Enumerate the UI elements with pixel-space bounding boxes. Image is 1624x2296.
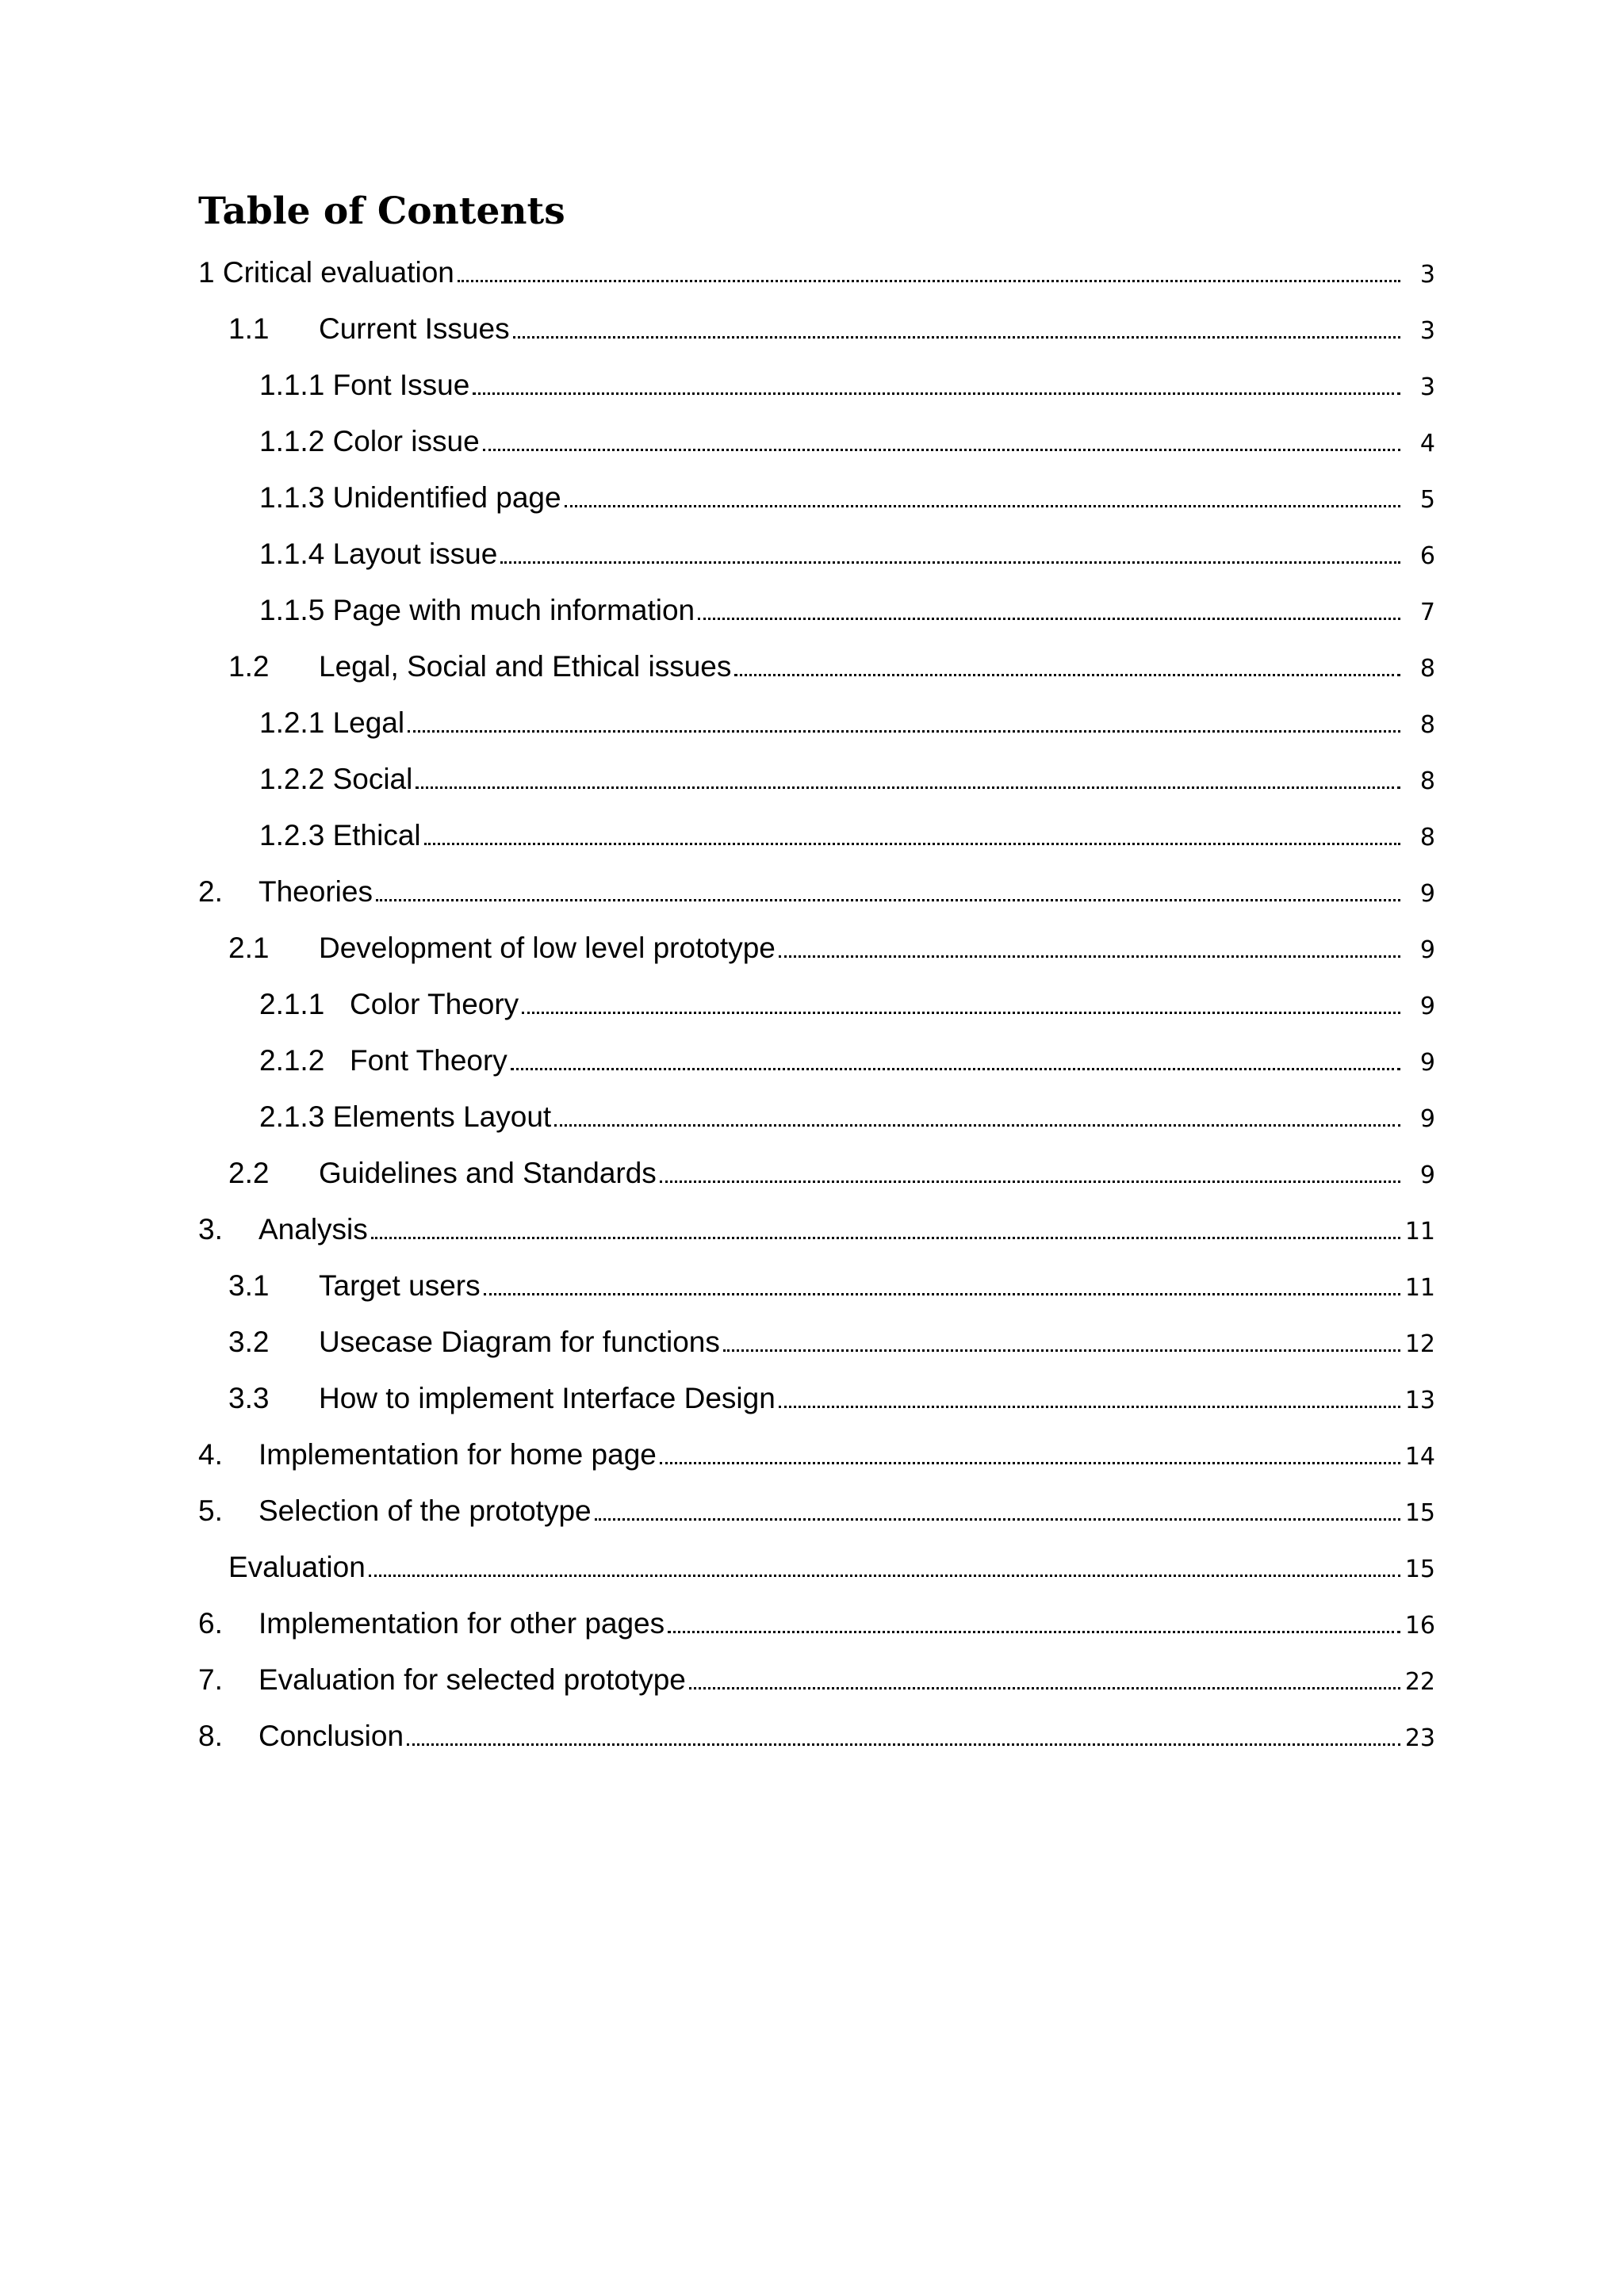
dot-leader xyxy=(408,730,1400,733)
toc-entry[interactable] xyxy=(259,408,1435,456)
dot-leader xyxy=(522,1012,1400,1014)
toc-entry-number: 7. xyxy=(198,1663,223,1696)
toc-entry[interactable] xyxy=(198,1647,1435,1694)
toc-entry-number: 2.1 xyxy=(228,932,270,964)
toc-page-number: 9 xyxy=(1419,1049,1435,1077)
toc-page-number: 22 xyxy=(1404,1668,1435,1696)
toc-page-number: 11 xyxy=(1404,1218,1435,1246)
toc-entry-label: 1.2.2 Social xyxy=(259,763,413,795)
toc-page-number: 7 xyxy=(1419,599,1435,626)
toc-entry-number: 2.2 xyxy=(228,1157,270,1189)
toc-page-number: 16 xyxy=(1404,1612,1435,1640)
dot-leader xyxy=(407,1743,1400,1746)
toc-entry-number: 2.1.1 xyxy=(259,988,325,1020)
dot-leader xyxy=(723,1349,1400,1352)
toc-entry-label: 2.1.3 Elements Layout xyxy=(259,1100,552,1133)
dot-leader xyxy=(458,280,1400,282)
dot-leader xyxy=(554,1124,1400,1127)
toc-page-number: 14 xyxy=(1404,1443,1435,1471)
toc-entry[interactable] xyxy=(259,1084,1435,1131)
toc-entry-label: Selection of the prototype xyxy=(259,1494,592,1527)
toc-entry[interactable] xyxy=(259,746,1435,794)
toc-page-number: 3 xyxy=(1419,373,1435,401)
toc-entry-number: 3.3 xyxy=(228,1382,270,1414)
dot-leader xyxy=(500,561,1400,564)
dot-leader xyxy=(779,955,1400,958)
dot-leader xyxy=(779,1406,1400,1408)
toc-page-number: 8 xyxy=(1419,767,1435,795)
toc-entry[interactable] xyxy=(198,1478,1435,1525)
toc-entry-label: 1.1.1 Font Issue xyxy=(259,369,470,401)
toc-entry[interactable] xyxy=(198,1422,1435,1469)
toc-page-number: 23 xyxy=(1404,1724,1435,1752)
toc-entry-label: Font Theory xyxy=(350,1044,508,1077)
toc-entry-label: Evaluation xyxy=(228,1551,366,1583)
toc-entry[interactable] xyxy=(228,1140,1435,1188)
toc-entry-label: 1.1.3 Unidentified page xyxy=(259,481,561,514)
dot-leader xyxy=(371,1237,1400,1239)
toc-page-number: 8 xyxy=(1419,824,1435,851)
toc-page-number: 9 xyxy=(1419,936,1435,964)
toc-entry-number: 2.1.2 xyxy=(259,1044,325,1077)
toc-entry[interactable] xyxy=(228,1365,1435,1413)
dot-leader xyxy=(660,1462,1400,1464)
toc-page-number: 3 xyxy=(1419,261,1435,289)
toc-page-number: 11 xyxy=(1404,1274,1435,1302)
toc-entry-label: 1.1.5 Page with much information xyxy=(259,594,695,626)
toc-entry-label: Legal, Social and Ethical issues xyxy=(319,650,732,683)
toc-page-number: 8 xyxy=(1419,711,1435,739)
toc-entry[interactable] xyxy=(228,296,1435,343)
toc-entry-number: 8. xyxy=(198,1720,223,1752)
toc-entry[interactable] xyxy=(198,239,1435,287)
toc-entry-number: 1.1 xyxy=(228,312,270,345)
toc-page-number: 9 xyxy=(1419,880,1435,908)
toc-entry-number: 3. xyxy=(198,1213,223,1246)
toc-entry-label: Guidelines and Standards xyxy=(319,1157,657,1189)
toc-entry-label: Development of low level prototype xyxy=(319,932,776,964)
toc-entry-number: 3.1 xyxy=(228,1269,270,1302)
dot-leader xyxy=(376,899,1400,901)
dot-leader xyxy=(484,1293,1400,1295)
dot-leader xyxy=(511,1068,1400,1070)
toc-entry-label: Analysis xyxy=(259,1213,368,1246)
toc-entry-number: 1.2 xyxy=(228,650,270,683)
toc-entry[interactable] xyxy=(228,915,1435,962)
toc-entry-label: 1.1.2 Color issue xyxy=(259,425,480,457)
toc-entry-label: Theories xyxy=(259,875,373,908)
toc-entry-label: Usecase Diagram for functions xyxy=(319,1326,720,1358)
dot-leader xyxy=(668,1631,1400,1633)
toc-page-number: 15 xyxy=(1404,1499,1435,1527)
toc-entry-number: 6. xyxy=(198,1607,223,1640)
toc-entry[interactable] xyxy=(259,971,1435,1019)
toc-entry[interactable] xyxy=(198,1196,1435,1244)
toc-page-number: 4 xyxy=(1419,430,1435,457)
toc-entry-label: Current Issues xyxy=(319,312,510,345)
dot-leader xyxy=(513,336,1400,339)
toc-page-number: 3 xyxy=(1419,317,1435,345)
toc-entry[interactable] xyxy=(198,859,1435,906)
toc-entry-label: 1.2.1 Legal xyxy=(259,706,405,739)
dot-leader xyxy=(565,505,1400,507)
toc-entry[interactable] xyxy=(259,1027,1435,1075)
toc-entry[interactable] xyxy=(198,1703,1435,1751)
dot-leader xyxy=(595,1518,1400,1521)
toc-entry[interactable] xyxy=(228,1253,1435,1300)
toc-entry-label: Implementation for home page xyxy=(259,1438,657,1471)
dot-leader xyxy=(424,843,1400,845)
toc-entry-label: 1.2.3 Ethical xyxy=(259,819,421,851)
toc-entry[interactable] xyxy=(259,465,1435,512)
toc-entry[interactable] xyxy=(259,802,1435,850)
toc-entry-label: How to implement Interface Design xyxy=(319,1382,776,1414)
toc-page-number: 12 xyxy=(1404,1330,1435,1358)
toc-entry[interactable] xyxy=(228,1309,1435,1357)
toc-entry-number: 3.2 xyxy=(228,1326,270,1358)
toc-page-number: 8 xyxy=(1419,655,1435,683)
toc-page-number: 5 xyxy=(1419,486,1435,514)
toc-entry-label: Implementation for other pages xyxy=(259,1607,665,1640)
toc-entry-label: Evaluation for selected prototype xyxy=(259,1663,686,1696)
toc-entry-number: 4. xyxy=(198,1438,223,1471)
dot-leader xyxy=(698,618,1400,620)
dot-leader xyxy=(734,674,1400,676)
toc-entry-label: Color Theory xyxy=(350,988,519,1020)
toc-page-number: 6 xyxy=(1419,542,1435,570)
toc-entry[interactable] xyxy=(259,577,1435,625)
dot-leader xyxy=(416,786,1400,789)
dot-leader xyxy=(689,1687,1400,1689)
dot-leader xyxy=(660,1181,1400,1183)
toc-page-number: 9 xyxy=(1419,1105,1435,1133)
toc-entry-label: 1.1.4 Layout issue xyxy=(259,538,498,570)
toc-entry[interactable] xyxy=(228,1534,1435,1582)
toc-page-number: 9 xyxy=(1419,1161,1435,1189)
toc-entry[interactable] xyxy=(228,633,1435,681)
toc-entry-number: 2. xyxy=(198,875,223,908)
toc-title: Table of Contents xyxy=(198,189,565,233)
dot-leader xyxy=(483,449,1400,451)
toc-page-number: 13 xyxy=(1404,1387,1435,1414)
dot-leader xyxy=(369,1575,1400,1577)
toc-entry-number: 5. xyxy=(198,1494,223,1527)
toc-entry[interactable] xyxy=(259,521,1435,568)
toc-entry-label: 1 Critical evaluation xyxy=(198,256,454,289)
toc-entry[interactable] xyxy=(198,1590,1435,1638)
toc-entry-label: Conclusion xyxy=(259,1720,404,1752)
toc-entry[interactable] xyxy=(259,690,1435,737)
toc-entry[interactable] xyxy=(259,352,1435,400)
dot-leader xyxy=(473,392,1400,395)
toc-page-number: 9 xyxy=(1419,993,1435,1020)
toc-entry-label: Target users xyxy=(319,1269,481,1302)
toc-page-number: 15 xyxy=(1404,1556,1435,1583)
